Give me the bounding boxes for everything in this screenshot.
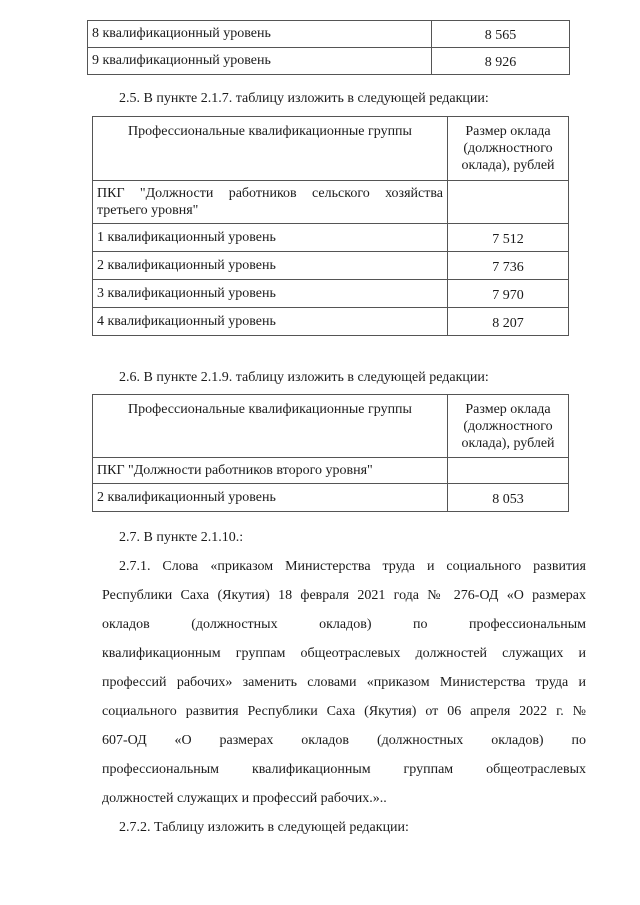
- salary-table-second-level: [92, 394, 569, 512]
- salary-value: 8 053: [448, 484, 569, 512]
- column-header-salary: [448, 117, 569, 181]
- paragraph-line: Республики Саха (Якутия) 18 февраля 2021 года № 276-ОД «О размерах: [102, 588, 586, 603]
- level-name: 2 квалификационный уровень: [93, 484, 448, 512]
- group-name-line: третьего уровня": [97, 203, 199, 218]
- salary-value: 8 207: [448, 308, 569, 336]
- salary-value: 8 926: [432, 48, 570, 75]
- level-name: 2 квалификационный уровень: [93, 252, 448, 280]
- level-name: 4 квалификационный уровень: [93, 308, 448, 336]
- salary-table-agriculture: [92, 116, 569, 336]
- paragraph-line: окладов (должностных окладов) по профессиональным: [102, 617, 586, 632]
- table-row: [93, 252, 569, 280]
- paragraph-line: 2.7.1. Слова «приказом Министерства труда и социального развития: [119, 559, 586, 574]
- paragraph-line: профессиональным квалификационным группам общеотраслевых: [102, 762, 586, 777]
- column-header-salary: [448, 395, 569, 458]
- empty-cell: [448, 181, 569, 224]
- section-2-5-heading: 2.5. В пункте 2.1.7. таблицу изложить в следующей редакции:: [119, 91, 489, 106]
- column-header-salary-line: Размер оклада: [465, 124, 551, 139]
- table-row: [93, 308, 569, 336]
- group-name: [93, 181, 448, 224]
- column-header-salary-line: Размер оклада: [465, 402, 551, 417]
- group-row: [93, 181, 569, 224]
- column-header-groups: Профессиональные квалификационные группы: [93, 395, 448, 458]
- level-name: 8 квалификационный уровень: [88, 21, 432, 48]
- section-2-6-heading: 2.6. В пункте 2.1.9. таблицу изложить в следующей редакции:: [119, 370, 489, 385]
- group-row: [93, 458, 569, 484]
- level-name: 3 квалификационный уровень: [93, 280, 448, 308]
- table-row: [88, 21, 570, 48]
- table-row: [93, 484, 569, 512]
- salary-value: 8 565: [432, 21, 570, 48]
- group-name: ПКГ "Должности работников второго уровня": [93, 458, 448, 484]
- paragraph-2-7-2: 2.7.2. Таблицу изложить в следующей редакции:: [119, 820, 409, 835]
- table-header-row: [93, 395, 569, 458]
- level-name: 1 квалификационный уровень: [93, 224, 448, 252]
- salary-table-continuation: [87, 20, 570, 75]
- column-header-salary-line: оклада), рублей: [461, 436, 555, 451]
- salary-value: 7 736: [448, 252, 569, 280]
- table-row: [88, 48, 570, 75]
- paragraph-line: профессий рабочих» заменить словами «приказом Министерства труда и: [102, 675, 586, 690]
- group-name-line: ПКГ "Должности работников сельского хозяйства: [97, 186, 443, 201]
- paragraph-line: 607-ОД «О размерах окладов (должностных окладов) по: [102, 733, 586, 748]
- column-header-salary-line: оклада), рублей: [461, 158, 555, 173]
- table-row: [93, 280, 569, 308]
- column-header-groups: Профессиональные квалификационные группы: [93, 117, 448, 181]
- column-header-salary-line: (должностного: [463, 419, 553, 434]
- level-name: 9 квалификационный уровень: [88, 48, 432, 75]
- paragraph-line: должностей служащих и профессий рабочих.»..: [102, 791, 387, 806]
- table-row: [93, 224, 569, 252]
- column-header-salary-line: (должностного: [463, 141, 553, 156]
- paragraph-line: социального развития Республики Саха (Якутия) от 06 апреля 2022 г. №: [102, 704, 586, 719]
- salary-value: 7 512: [448, 224, 569, 252]
- paragraph-line: квалификационным группам общеотраслевых должностей служащих и: [102, 646, 586, 661]
- table-header-row: [93, 117, 569, 181]
- salary-value: 7 970: [448, 280, 569, 308]
- empty-cell: [448, 458, 569, 484]
- section-2-7-heading: 2.7. В пункте 2.1.10.:: [119, 530, 244, 545]
